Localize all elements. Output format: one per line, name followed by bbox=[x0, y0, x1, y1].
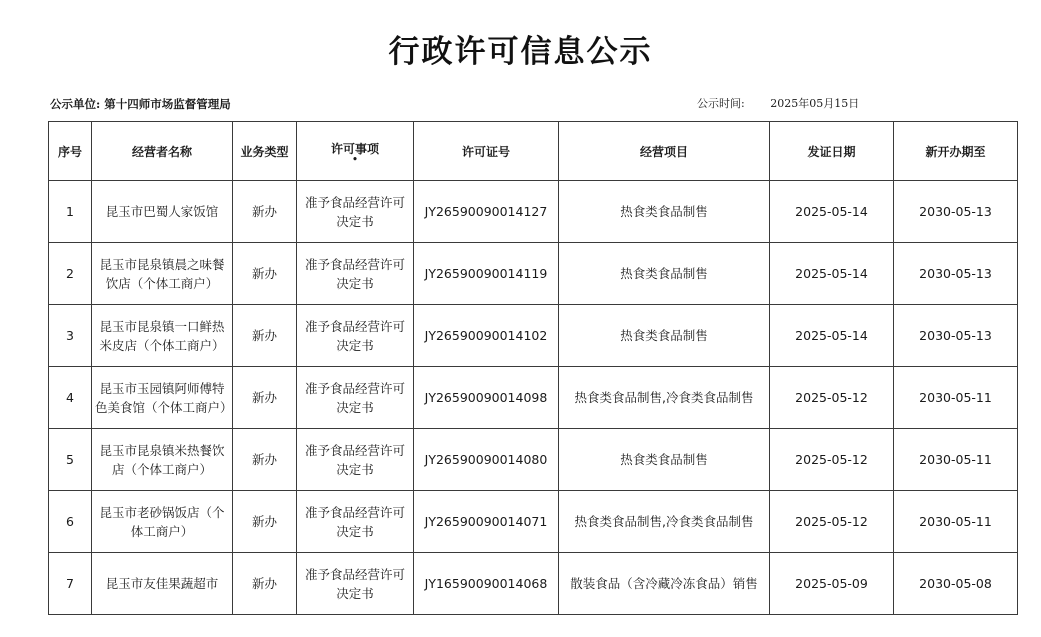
cell-matter: 准予食品经营许可决定书 bbox=[297, 305, 414, 367]
publish-time-value: 2025年05月15日 bbox=[770, 97, 860, 110]
cell-name: 昆玉市昆泉镇晨之味餐饮店（个体工商户） bbox=[92, 243, 233, 305]
cell-scope: 散装食品（含冷藏冷冻食品）销售 bbox=[559, 553, 770, 615]
cell-type: 新办 bbox=[233, 553, 297, 615]
cell-issue-date: 2025-05-12 bbox=[770, 367, 894, 429]
cell-expire-date: 2030-05-11 bbox=[894, 491, 1018, 553]
cell-name: 昆玉市友佳果蔬超市 bbox=[92, 553, 233, 615]
cell-matter: 准予食品经营许可决定书 bbox=[297, 491, 414, 553]
cell-license: JY26590090014080 bbox=[414, 429, 559, 491]
cell-scope: 热食类食品制售 bbox=[559, 181, 770, 243]
cell-matter: 准予食品经营许可决定书 bbox=[297, 553, 414, 615]
header-issue-date: 发证日期 bbox=[770, 122, 894, 181]
cell-expire-date: 2030-05-13 bbox=[894, 305, 1018, 367]
cell-seq: 3 bbox=[49, 305, 92, 367]
cell-type: 新办 bbox=[233, 181, 297, 243]
cell-scope: 热食类食品制售,冷食类食品制售 bbox=[559, 491, 770, 553]
header-matter bbox=[297, 122, 414, 181]
table-header-row bbox=[49, 122, 1018, 181]
publishing-unit-value: 第十四师市场监督管理局 bbox=[104, 97, 231, 111]
header-type: 业务类型 bbox=[233, 122, 297, 181]
table-row bbox=[49, 305, 1018, 367]
header-matter-label: 许可事项 bbox=[330, 141, 379, 156]
cell-license: JY26590090014071 bbox=[414, 491, 559, 553]
cell-type: 新办 bbox=[233, 429, 297, 491]
license-table bbox=[48, 121, 1018, 615]
table-row bbox=[49, 553, 1018, 615]
header-seq: 序号 bbox=[49, 122, 92, 181]
cell-type: 新办 bbox=[233, 367, 297, 429]
cell-type: 新办 bbox=[233, 243, 297, 305]
cell-license: JY26590090014102 bbox=[414, 305, 559, 367]
cell-expire-date: 2030-05-11 bbox=[894, 367, 1018, 429]
cell-seq: 5 bbox=[49, 429, 92, 491]
cell-scope: 热食类食品制售 bbox=[559, 429, 770, 491]
cell-expire-date: 2030-05-11 bbox=[894, 429, 1018, 491]
cell-seq: 4 bbox=[49, 367, 92, 429]
cell-matter: 准予食品经营许可决定书 bbox=[297, 367, 414, 429]
cell-name: 昆玉市老砂锅饭店（个体工商户） bbox=[92, 491, 233, 553]
table-row bbox=[49, 367, 1018, 429]
table-row bbox=[49, 491, 1018, 553]
cell-name: 昆玉市昆泉镇米热餐饮店（个体工商户） bbox=[92, 429, 233, 491]
cell-name: 昆玉市巴蜀人家饭馆 bbox=[92, 181, 233, 243]
cell-seq: 7 bbox=[49, 553, 92, 615]
header-license: 许可证号 bbox=[414, 122, 559, 181]
sort-dot-icon: • bbox=[352, 154, 358, 165]
cell-license: JY26590090014119 bbox=[414, 243, 559, 305]
cell-seq: 6 bbox=[49, 491, 92, 553]
cell-seq: 1 bbox=[49, 181, 92, 243]
document-title: 行政许可信息公示 bbox=[388, 34, 653, 70]
cell-license: JY16590090014068 bbox=[414, 553, 559, 615]
publish-time-label: 公示时间: bbox=[697, 97, 745, 110]
cell-name: 昆玉市昆泉镇一口鲜热米皮店（个体工商户） bbox=[92, 305, 233, 367]
header-scope: 经营项目 bbox=[559, 122, 770, 181]
cell-issue-date: 2025-05-12 bbox=[770, 491, 894, 553]
cell-scope: 热食类食品制售,冷食类食品制售 bbox=[559, 367, 770, 429]
cell-expire-date: 2030-05-13 bbox=[894, 181, 1018, 243]
cell-issue-date: 2025-05-14 bbox=[770, 243, 894, 305]
cell-issue-date: 2025-05-14 bbox=[770, 305, 894, 367]
table-row bbox=[49, 243, 1018, 305]
publishing-unit bbox=[50, 96, 231, 112]
cell-expire-date: 2030-05-08 bbox=[894, 553, 1018, 615]
table-row bbox=[49, 429, 1018, 491]
cell-seq: 2 bbox=[49, 243, 92, 305]
header-expire-date: 新开办期至 bbox=[894, 122, 1018, 181]
publish-time bbox=[697, 95, 859, 111]
cell-matter: 准予食品经营许可决定书 bbox=[297, 243, 414, 305]
cell-license: JY26590090014127 bbox=[414, 181, 559, 243]
publishing-unit-label: 公示单位: bbox=[50, 97, 101, 111]
cell-matter: 准予食品经营许可决定书 bbox=[297, 429, 414, 491]
cell-type: 新办 bbox=[233, 305, 297, 367]
header-name: 经营者名称 bbox=[92, 122, 233, 181]
cell-issue-date: 2025-05-14 bbox=[770, 181, 894, 243]
cell-matter: 准予食品经营许可决定书 bbox=[297, 181, 414, 243]
table-row bbox=[49, 181, 1018, 243]
cell-name: 昆玉市玉园镇阿师傅特色美食馆（个体工商户） bbox=[92, 367, 233, 429]
cell-issue-date: 2025-05-12 bbox=[770, 429, 894, 491]
cell-expire-date: 2030-05-13 bbox=[894, 243, 1018, 305]
cell-type: 新办 bbox=[233, 491, 297, 553]
cell-scope: 热食类食品制售 bbox=[559, 243, 770, 305]
cell-issue-date: 2025-05-09 bbox=[770, 553, 894, 615]
cell-license: JY26590090014098 bbox=[414, 367, 559, 429]
cell-scope: 热食类食品制售 bbox=[559, 305, 770, 367]
